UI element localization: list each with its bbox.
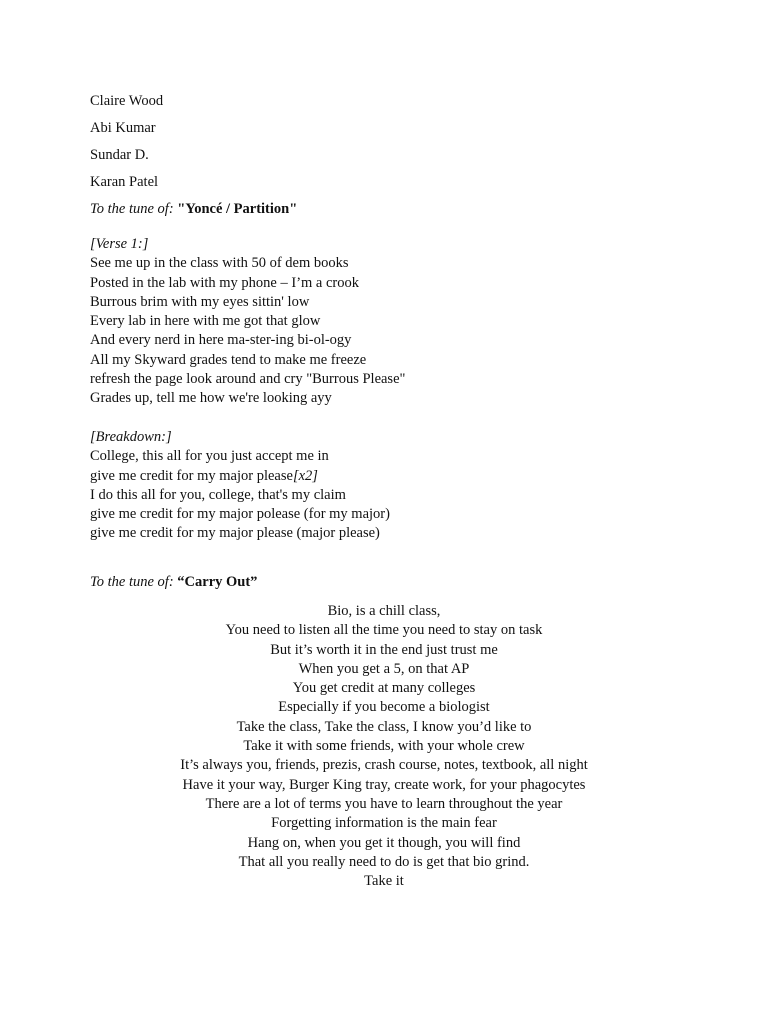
lyric-line: I do this all for you, college, that's my claim — [90, 486, 346, 503]
lyric-line: But it’s worth it in the end just trust me — [270, 641, 498, 658]
lyric-line: Hang on, when you get it though, you will find — [247, 834, 521, 851]
song2-lyrics — [84, 602, 684, 891]
lyric-line: Burrous brim with my eyes sittin' low — [90, 293, 310, 310]
lyric-line: You need to listen all the time you need to stay on task — [225, 622, 543, 639]
breakdown-heading: [Breakdown:] — [90, 429, 172, 445]
author-name: Abi Kumar — [90, 120, 156, 136]
lyric-line: Take the class, Take the class, I know you’d like to — [236, 718, 532, 735]
lyric-line: give me credit for my major polease (for my major) — [90, 506, 390, 523]
song2-tune-title: “Carry Out” — [177, 574, 258, 590]
lyric-line: Posted in the lab with my phone – I’m a crook — [90, 274, 360, 291]
lyric-line: Have it your way, Burger King tray, create work, for your phagocytes — [182, 776, 586, 793]
lyric-line: It’s always you, friends, prezis, crash course, notes, textbook, all night — [180, 757, 588, 774]
lyric-line: When you get a 5, on that AP — [298, 660, 470, 677]
song1-tune-title: "Yoncé / Partition" — [177, 201, 298, 217]
lyric-line: You get credit at many colleges — [292, 680, 476, 697]
lyric-line: Especially if you become a biologist — [278, 699, 490, 716]
lyric-line: College, this all for you just accept me in — [90, 448, 329, 465]
song1-breakdown — [90, 428, 710, 544]
lyric-line: Forgetting information is the main fear — [271, 815, 497, 832]
lyric-text: give me credit for my major please — [90, 467, 293, 484]
song2-tune-prefix: To the tune of: — [90, 574, 174, 590]
lyric-line: Grades up, tell me how we're looking ayy — [90, 390, 332, 407]
lyric-line: There are a lot of terms you have to learn throughout the year — [205, 795, 563, 812]
verse-heading: [Verse 1:] — [90, 236, 149, 252]
lyric-line: That all you really need to do is get that bio grind. — [238, 853, 530, 870]
song1-tune-prefix: To the tune of: — [90, 201, 174, 217]
song2-tune-line — [90, 573, 710, 591]
lyric-line: All my Skyward grades tend to make me freeze — [90, 351, 367, 368]
lyric-line: refresh the page look around and cry "Burrous Please" — [90, 371, 406, 388]
song1-tune-line — [90, 200, 710, 218]
lyric-line: Take it with some friends, with your whole crew — [243, 738, 525, 755]
author-list — [90, 92, 690, 200]
lyric-line: See me up in the class with 50 of dem books — [90, 255, 349, 272]
lyric-line: Every lab in here with me got that glow — [90, 313, 321, 330]
lyric-line: Bio, is a chill class, — [327, 603, 441, 619]
repeat-tag: [x2] — [292, 467, 318, 484]
author-name: Sundar D. — [90, 147, 149, 163]
lyric-line: Take it — [364, 873, 404, 890]
song1-verse — [90, 235, 710, 409]
lyric-line: And every nerd in here ma-ster-ing bi-ol-ogy — [90, 332, 352, 349]
author-name: Karan Patel — [90, 174, 159, 190]
author-name: Claire Wood — [90, 93, 164, 109]
lyric-line — [90, 467, 710, 486]
lyric-line: give me credit for my major please (major please) — [90, 525, 380, 542]
